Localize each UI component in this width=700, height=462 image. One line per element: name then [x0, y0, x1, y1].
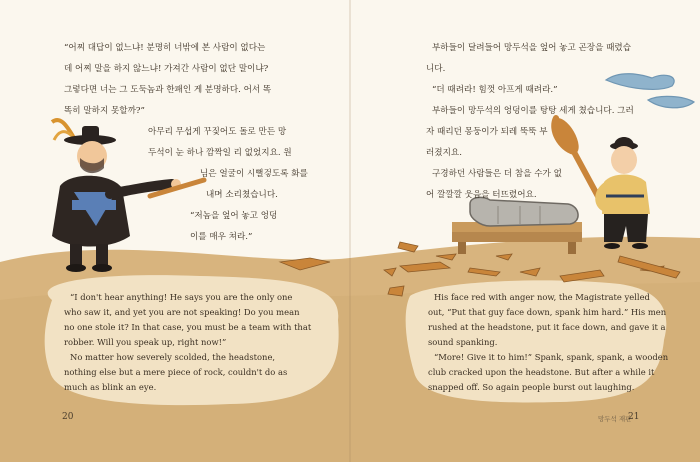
text-line: “더 때려라! 힘껏 아프게 때려라.” [432, 85, 558, 95]
left-korean-text-cont [148, 122, 292, 164]
text-line: sound spanking. [428, 337, 498, 347]
right-page [350, 0, 700, 462]
page-number: 21 [628, 412, 640, 422]
text-line: “저놈을 엎어 놓고 엉덩 [190, 211, 278, 221]
text-line: robber. Will you speak up, right now!” [64, 337, 227, 347]
text-line: 두석이 눈 하나 깜짝일 리 없었지요. 원 [148, 148, 292, 158]
text-line: club cracked upon the headstone. But after a while it [428, 367, 655, 377]
left-korean-text-cont3 [190, 206, 277, 248]
text-line: 내며 소리쳤습니다. [206, 190, 278, 200]
page-number: 20 [62, 412, 74, 422]
text-line: who saw it, and yet you are not speaking! Do you mean [64, 307, 300, 317]
text-line: 부하들이 망두석의 엉덩이를 탕탕 세게 쳤습니다. 그러 [432, 106, 634, 116]
text-line: 니다. [426, 64, 446, 74]
right-korean-text [426, 38, 634, 206]
text-line: 똑히 말하지 못할까?” [64, 106, 145, 116]
text-line: out, “Put that guy face down, spank him hard.” His men [428, 307, 667, 317]
text-line: 구경하던 사람들은 더 참을 수가 없 [432, 169, 562, 179]
text-line: rushed at the headstone, put it face down, and gave it a [428, 322, 666, 332]
text-line: nothing else but a mere piece of rock, couldn't do as [64, 367, 288, 377]
text-line: 님은 얼굴이 시뻘겋도록 화를 [200, 169, 308, 179]
text-line: “More! Give it to him!” Spank, spank, spank, a wooden [434, 352, 669, 362]
text-line: His face red with anger now, the Magistrate yelled [434, 292, 650, 302]
text-line: 이를 매우 쳐라.” [190, 232, 253, 242]
text-line: no one stole it? In that case, you must be a team with that [64, 322, 312, 332]
text-line: 부하들이 달려들어 망두석을 엎어 놓고 곤장을 때렸습 [432, 43, 632, 53]
text-line: “I don't hear anything! He says you are the only one [70, 292, 293, 302]
text-line: snapped off. So again people burst out laughing. [428, 382, 635, 392]
text-line: 자 때리던 몽둥이가 되레 뚝뚝 부 [426, 127, 548, 137]
left-english-text [64, 290, 311, 395]
text-line: 그렇다면 너는 그 도둑놈과 한패인 게 분명하다. 어서 똑 [64, 85, 272, 95]
text-line: “어찌 대답이 없느냐! 분명히 너밖에 본 사람이 없다는 [64, 43, 266, 53]
left-korean-text [64, 38, 271, 122]
text-line: 데 어찌 말을 하지 않느냐! 가져간 사람이 없단 말이냐? [64, 64, 269, 74]
text-line: 러졌지요. [426, 148, 462, 158]
text-line: 어 깔깔깔 웃음을 터뜨렸어요. [426, 190, 537, 200]
left-korean-text-cont2 [200, 164, 308, 206]
text-line: 아무리 무섭게 꾸짖어도 돌로 만든 망 [148, 127, 287, 137]
running-title: 망두석 재판 [598, 415, 632, 423]
text-line: No matter how severely scolded, the headstone, [70, 352, 276, 362]
text-line: much as blink an eye. [64, 382, 157, 392]
right-english-text [428, 290, 668, 395]
